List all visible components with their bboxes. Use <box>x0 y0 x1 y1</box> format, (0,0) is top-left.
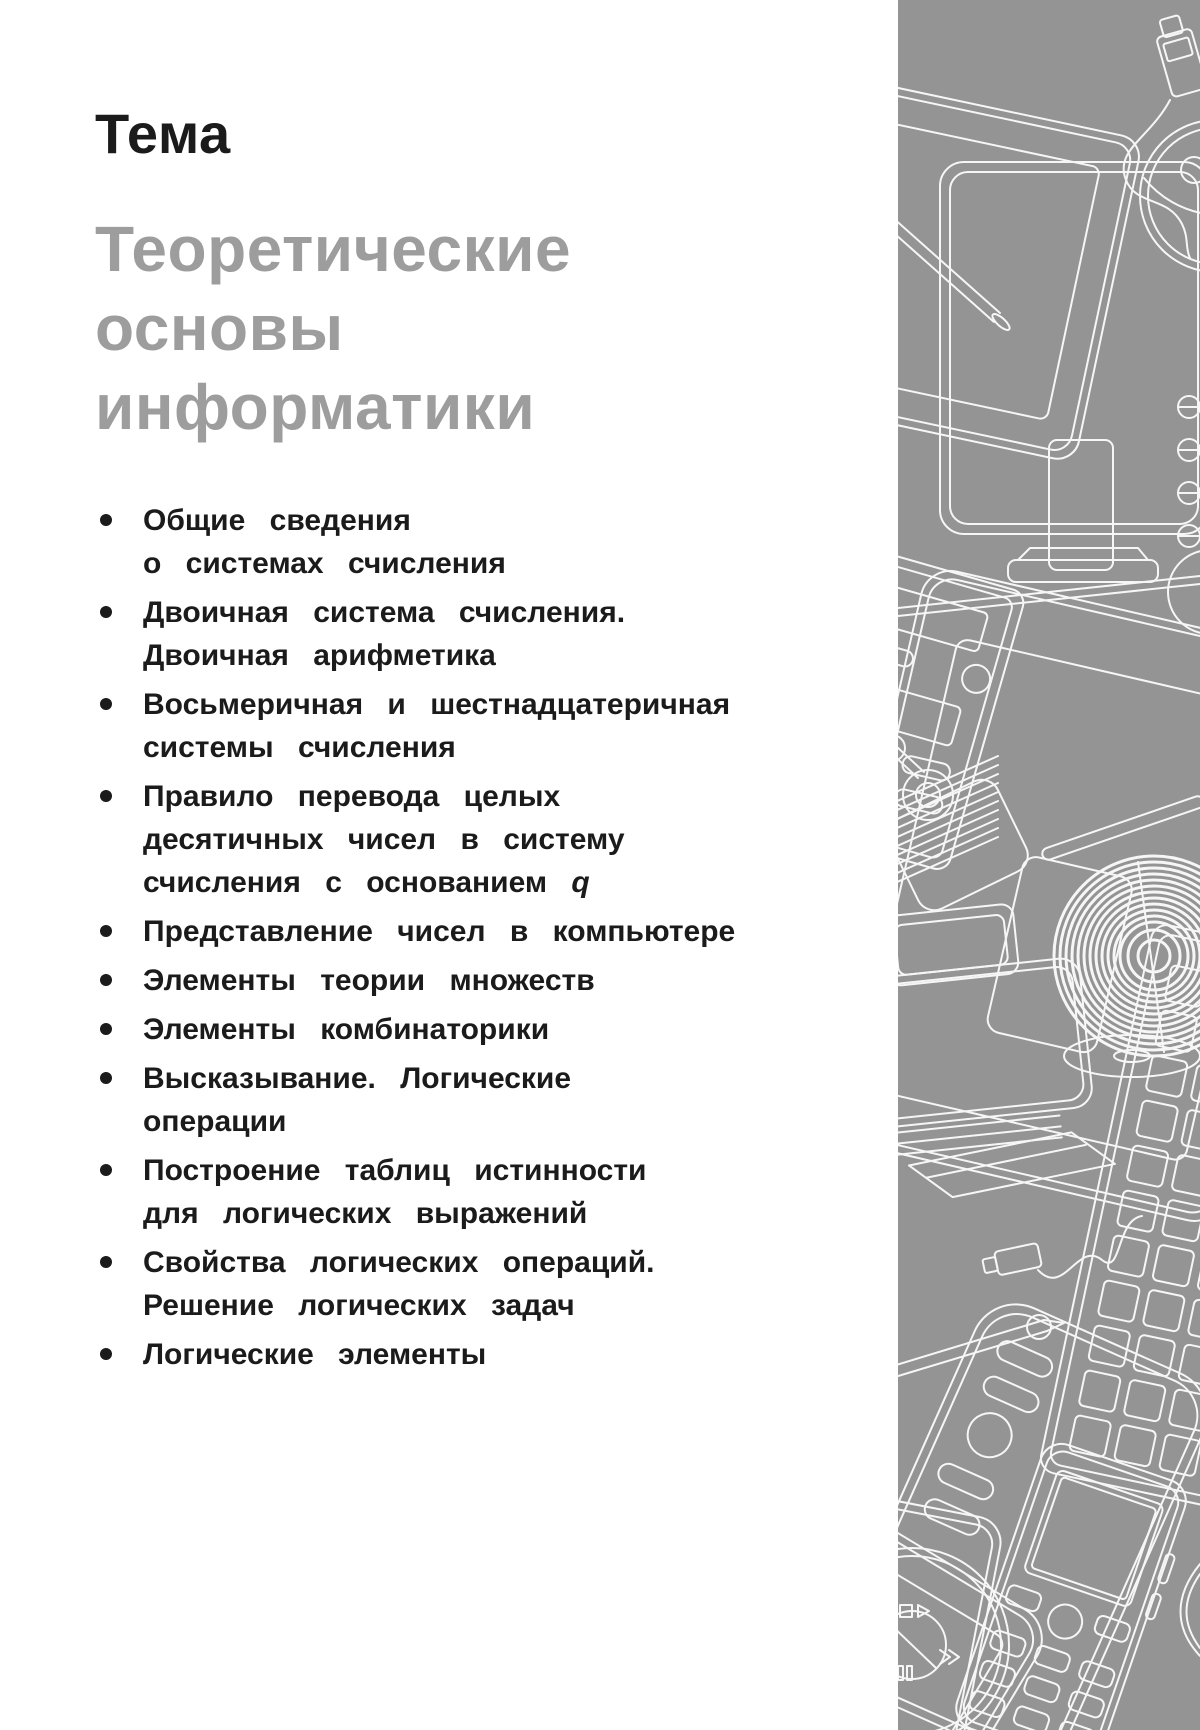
corner-cable-icon <box>1181 1564 1200 1656</box>
usb-plug-icon <box>1152 13 1200 98</box>
variable-q: q <box>571 866 590 899</box>
list-item <box>95 499 855 585</box>
list-item <box>95 775 855 904</box>
bullet-icon <box>100 1072 112 1084</box>
topic-line: системы счисления <box>143 731 456 764</box>
topic-line: Свойства логических операций. <box>143 1246 655 1279</box>
topic-line: для логических выражений <box>143 1197 588 1230</box>
list-item <box>95 1333 855 1376</box>
printer-icon <box>898 895 1117 1204</box>
topic-line: Представление чисел в компьютере <box>143 915 736 948</box>
list-item <box>95 1149 855 1235</box>
bullet-icon <box>100 698 112 710</box>
list-item <box>95 1008 855 1051</box>
vent-stripes-icon <box>898 756 1034 916</box>
title-line: информатики <box>95 371 536 443</box>
content-column <box>95 0 855 1382</box>
flat-monitor-icon <box>898 32 1143 463</box>
media-player-icon <box>898 1477 1009 1730</box>
list-item <box>95 591 855 677</box>
mouse-icon <box>1140 120 1200 272</box>
topic-line: Правило перевода целых <box>143 780 561 813</box>
bullet-icon <box>100 1164 112 1176</box>
topic-line: операции <box>143 1105 287 1138</box>
list-item <box>95 1057 855 1143</box>
topic-line: Высказывание. Логические <box>143 1062 572 1095</box>
ruler-bar-icon <box>1041 795 1200 862</box>
list-item <box>95 1241 855 1327</box>
topic-line: Решение логических задач <box>143 1289 575 1322</box>
title-line: Теоретические <box>95 213 572 285</box>
kicker: Тема <box>95 102 231 165</box>
bullet-icon <box>100 974 112 986</box>
page-title <box>95 210 855 447</box>
keyboard-icon <box>1038 922 1200 1518</box>
bullet-icon <box>100 1023 112 1035</box>
topic-line: о системах счисления <box>143 547 506 580</box>
device-collage-sidebar <box>898 0 1200 1730</box>
topic-line: Восьмеричная и шестнадцатеричная <box>143 688 731 721</box>
keyboard-cable-icon <box>981 1216 1142 1278</box>
bullet-icon <box>100 606 112 618</box>
bullet-icon <box>100 1256 112 1268</box>
cable-icon <box>1124 100 1190 258</box>
desktop-monitor-icon <box>940 162 1200 582</box>
topic-list <box>95 499 855 1376</box>
bullet-icon <box>100 1348 112 1360</box>
list-item <box>95 959 855 1002</box>
list-item <box>95 683 855 769</box>
title-line: основы <box>95 292 344 364</box>
bullet-icon <box>100 925 112 937</box>
topic-line: Элементы теории множеств <box>143 964 595 997</box>
bullet-icon <box>100 790 112 802</box>
topic-line: Построение таблиц истинности <box>143 1154 647 1187</box>
topic-line: Элементы комбинаторики <box>143 1013 550 1046</box>
topic-line: Двоичная система счисления. <box>143 596 626 629</box>
bullet-icon <box>100 514 112 526</box>
topic-line: десятичных чисел в систему <box>143 823 625 856</box>
stylus-pen-icon <box>898 1315 1064 1377</box>
topic-line: Общие сведения <box>143 504 411 537</box>
topic-line: счисления с основанием <box>143 866 548 899</box>
topic-line: Двоичная арифметика <box>143 639 496 672</box>
list-item <box>95 910 855 953</box>
cd-spindle-icon <box>1054 856 1200 1056</box>
topic-line: Логические элементы <box>143 1338 487 1371</box>
